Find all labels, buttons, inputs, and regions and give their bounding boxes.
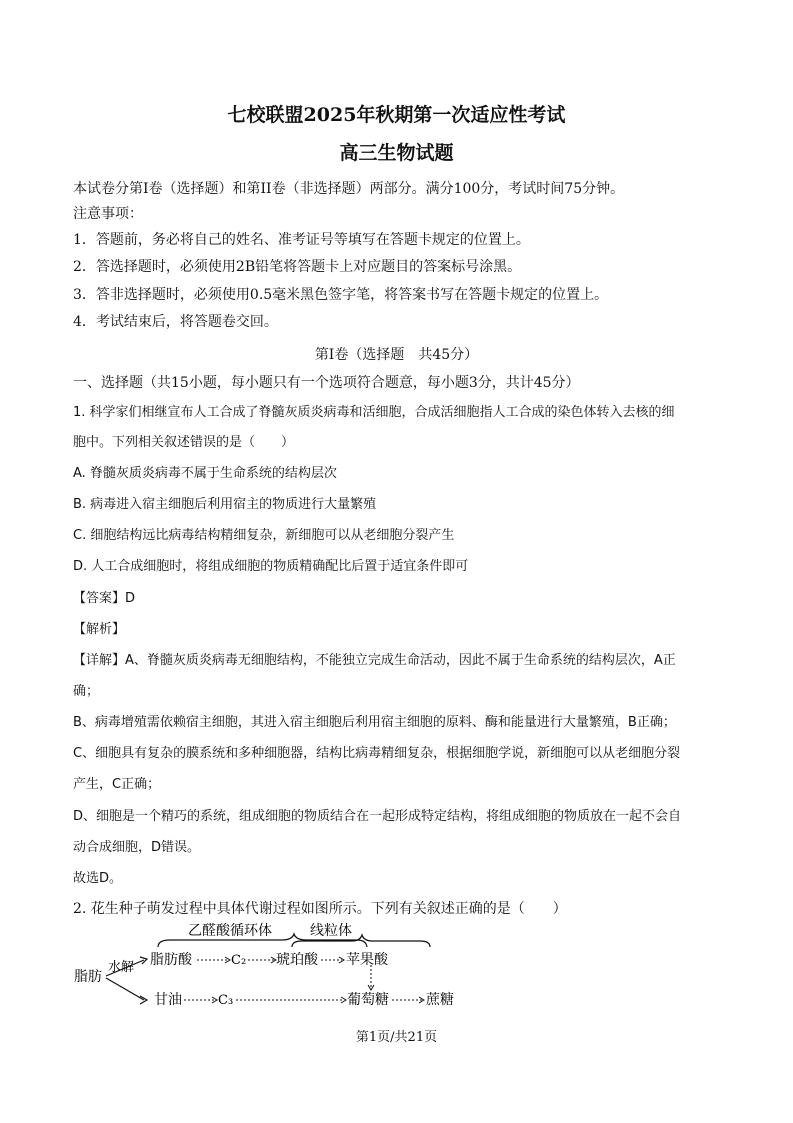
notice-item: 1．答题前，务必将自己的姓名、准考证号等填写在答题卡规定的位置上。 — [73, 232, 530, 248]
option-a: A. 脊髓灰质炎病毒不属于生命系统的结构层次 — [73, 466, 337, 481]
option-d: D. 人工合成细胞时，将组成细胞的物质精确配比后置于适宜条件即可 — [73, 559, 469, 574]
intro-text: 本试卷分第I卷（选择题）和第II卷（非选择题）两部分。满分100分，考试时间75分钟。 — [73, 181, 625, 197]
answer-value: D — [125, 591, 136, 606]
option-b: B. 病毒进入宿主细胞后利用宿主的物质进行大量繁殖 — [73, 497, 377, 512]
notice-item: 3．答非选择题时，必须使用0.5毫米黑色签字笔，将答案书写在答题卡规定的位置上。 — [73, 287, 609, 303]
detail-line: 动合成细胞，D错误。 — [73, 840, 201, 855]
detail-line — [73, 649, 676, 668]
metabolism-diagram — [70, 920, 470, 1010]
part-heading: 一、选择题（共15小题，每小题只有一个选项符合题意，每小题3分，共计45分） — [73, 375, 580, 391]
glucose-node: 葡萄糖 — [347, 992, 389, 1008]
exam-subtitle: 高三生物试题 — [339, 142, 454, 164]
question-2-stem: 2. 花生种子萌发过程中具体代谢过程如图所示。下列有关叙述正确的是（ ） — [73, 901, 567, 917]
c2-node: C₂ — [231, 953, 247, 968]
question-1-stem: 胞中。下列相关叙述错误的是（ ） — [73, 435, 295, 450]
option-c: C. 细胞结构远比病毒结构精细复杂，新细胞可以从老细胞分裂产生 — [73, 528, 455, 543]
glycerol-node: 甘油 — [154, 992, 182, 1008]
detail-line: B、病毒增殖需依赖宿主细胞，其进入宿主细胞后利用宿主细胞的原料、酶和能量进行大量繁殖，B正确； — [73, 715, 676, 730]
fat-node: 脂肪 — [74, 969, 102, 985]
detail-text: A、脊髓灰质炎病毒无细胞结构，不能独立完成生命活动，因此不属于生命系统的结构层次，A正 — [125, 653, 676, 668]
c3-node: C₃ — [218, 993, 234, 1008]
glyoxylate-label: 乙醛酸循环体 — [188, 923, 272, 939]
detail-line: 确； — [73, 684, 100, 699]
notice-item: 4．考试结束后，将答题卷交回。 — [73, 314, 278, 330]
exam-title: 七校联盟2025年秋期第一次适应性考试 — [227, 104, 566, 126]
page-footer: 第1页/共21页 — [355, 1030, 438, 1045]
section-title: 第I卷（选择题 共45分） — [314, 347, 479, 363]
answer-line — [73, 587, 135, 606]
detail-tag: 【详解】 — [73, 653, 126, 668]
answer-tag: 【答案】 — [73, 591, 126, 606]
question-1-stem: 1. 科学家们相继宣布人工合成了脊髓灰质炎病毒和活细胞，合成活细胞指人工合成的染色体转入去核的细 — [73, 405, 675, 420]
conclusion: 故选D。 — [73, 871, 123, 886]
analysis-tag: 【解析】 — [73, 622, 126, 637]
detail-line: D、细胞是一个精巧的系统，组成细胞的物质结合在一起形成特定结构，将组成细胞的物质放在一起不会自 — [73, 809, 682, 824]
notice-item: 2．答选择题时，必须使用2B铅笔将答题卡上对应题目的答案标号涂黑。 — [73, 259, 522, 275]
succinate-node: 琥珀酸 — [276, 952, 318, 968]
detail-line: C、细胞具有复杂的膜系统和多种细胞器，结构比病毒精细复杂，根据细胞学说，新细胞可以从老细胞分裂 — [73, 746, 681, 761]
fork-arrowheads — [140, 957, 147, 1004]
notice-heading: 注意事项： — [73, 206, 143, 222]
fatty-acid-node: 脂肪酸 — [150, 952, 192, 968]
hydrolysis-label: 水解 — [108, 960, 135, 975]
mito-label: 线粒体 — [310, 923, 352, 939]
malate-node: 苹果酸 — [346, 952, 388, 968]
sucrose-node: 蔗糖 — [426, 992, 454, 1008]
detail-line: 产生，C正确； — [73, 777, 161, 792]
